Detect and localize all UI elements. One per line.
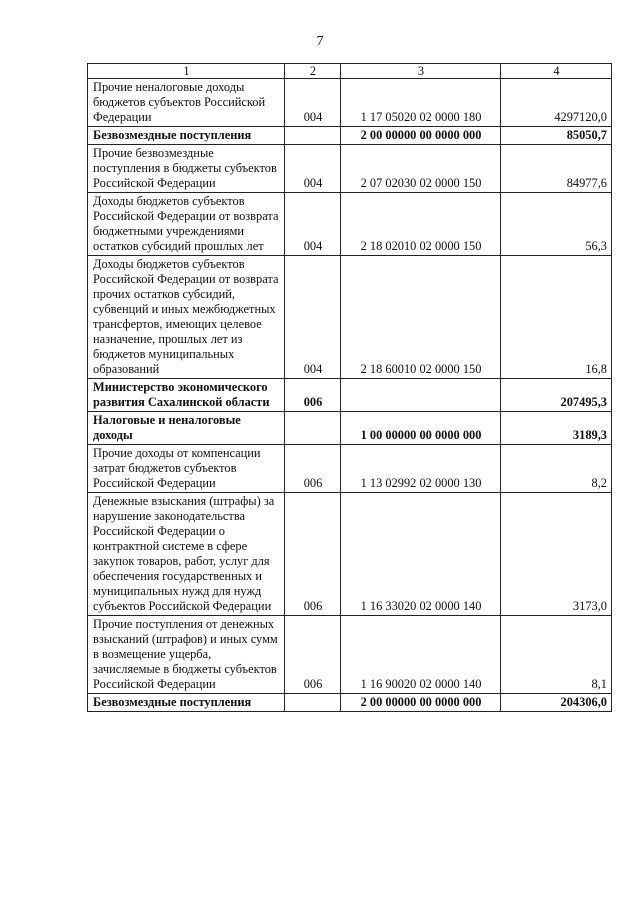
row-amount-cell: 204306,0 bbox=[501, 694, 612, 712]
row-name-cell: Прочие поступления от денежных взысканий (штрафов) и иных сумм в возмещение ущерба, зачисляемые в бюджеты субъектов Российской Федерации bbox=[88, 616, 285, 694]
column-header: 1 bbox=[88, 64, 285, 79]
row-name-cell: Доходы бюджетов субъектов Российской Федерации от возврата прочих остатков субсидий, субвенций и иных межбюджетных трансфертов, имеющих целевое назначение, прошлых лет из бюджетов муниципальных образований bbox=[88, 256, 285, 379]
row-code-cell: 2 00 00000 00 0000 000 bbox=[341, 694, 501, 712]
table-row bbox=[88, 193, 612, 256]
column-header: 4 bbox=[501, 64, 612, 79]
row-code-cell: 1 16 90020 02 0000 140 bbox=[341, 616, 501, 694]
row-name-cell: Прочие безвозмездные поступления в бюджеты субъектов Российской Федерации bbox=[88, 145, 285, 193]
table-row bbox=[88, 493, 612, 616]
row-code-cell: 1 16 33020 02 0000 140 bbox=[341, 493, 501, 616]
row-code-cell: 1 00 00000 00 0000 000 bbox=[341, 412, 501, 445]
row-chapter-cell bbox=[285, 694, 341, 712]
table-row bbox=[88, 256, 612, 379]
table-row bbox=[88, 379, 612, 412]
row-amount-cell: 85050,7 bbox=[501, 127, 612, 145]
table-row bbox=[88, 127, 612, 145]
row-chapter-cell: 006 bbox=[285, 445, 341, 493]
column-header: 3 bbox=[341, 64, 501, 79]
table-row bbox=[88, 694, 612, 712]
row-code-cell: 1 17 05020 02 0000 180 bbox=[341, 79, 501, 127]
row-name-cell: Безвозмездные поступления bbox=[88, 694, 285, 712]
row-code-cell: 2 00 00000 00 0000 000 bbox=[341, 127, 501, 145]
table-row bbox=[88, 445, 612, 493]
row-chapter-cell: 004 bbox=[285, 145, 341, 193]
row-code-cell: 2 18 60010 02 0000 150 bbox=[341, 256, 501, 379]
row-chapter-cell bbox=[285, 127, 341, 145]
table-body bbox=[88, 79, 612, 712]
header-row bbox=[88, 64, 612, 79]
row-amount-cell: 8,1 bbox=[501, 616, 612, 694]
row-name-cell: Прочие доходы от компенсации затрат бюджетов субъектов Российской Федерации bbox=[88, 445, 285, 493]
row-name-cell: Прочие неналоговые доходы бюджетов субъектов Российской Федерации bbox=[88, 79, 285, 127]
row-chapter-cell: 006 bbox=[285, 379, 341, 412]
table-row bbox=[88, 79, 612, 127]
row-amount-cell: 3173,0 bbox=[501, 493, 612, 616]
table-row bbox=[88, 145, 612, 193]
row-chapter-cell: 006 bbox=[285, 616, 341, 694]
row-code-cell: 2 07 02030 02 0000 150 bbox=[341, 145, 501, 193]
row-amount-cell: 84977,6 bbox=[501, 145, 612, 193]
row-amount-cell: 4297120,0 bbox=[501, 79, 612, 127]
row-chapter-cell: 004 bbox=[285, 79, 341, 127]
row-chapter-cell: 006 bbox=[285, 493, 341, 616]
row-chapter-cell: 004 bbox=[285, 193, 341, 256]
row-chapter-cell bbox=[285, 412, 341, 445]
row-name-cell: Денежные взыскания (штрафы) за нарушение законодательства Российской Федерации о контрактной системе в сфере закупок товаров, работ, услуг для обеспечения государственных и муниципальных нужд для нужд субъектов Российской Федерации bbox=[88, 493, 285, 616]
column-header: 2 bbox=[285, 64, 341, 79]
table-row bbox=[88, 412, 612, 445]
row-amount-cell: 16,8 bbox=[501, 256, 612, 379]
row-code-cell: 2 18 02010 02 0000 150 bbox=[341, 193, 501, 256]
row-chapter-cell: 004 bbox=[285, 256, 341, 379]
row-code-cell: 1 13 02992 02 0000 130 bbox=[341, 445, 501, 493]
row-amount-cell: 8,2 bbox=[501, 445, 612, 493]
page-number: 7 bbox=[316, 34, 324, 49]
revenue-table bbox=[87, 63, 612, 712]
table-row bbox=[88, 616, 612, 694]
row-name-cell: Налоговые и неналоговые доходы bbox=[88, 412, 285, 445]
row-name-cell: Безвозмездные поступления bbox=[88, 127, 285, 145]
row-name-cell: Министерство экономического развития Сахалинской области bbox=[88, 379, 285, 412]
row-code-cell bbox=[341, 379, 501, 412]
row-amount-cell: 207495,3 bbox=[501, 379, 612, 412]
row-amount-cell: 56,3 bbox=[501, 193, 612, 256]
row-name-cell: Доходы бюджетов субъектов Российской Федерации от возврата бюджетными учреждениями остатков субсидий прошлых лет bbox=[88, 193, 285, 256]
row-amount-cell: 3189,3 bbox=[501, 412, 612, 445]
